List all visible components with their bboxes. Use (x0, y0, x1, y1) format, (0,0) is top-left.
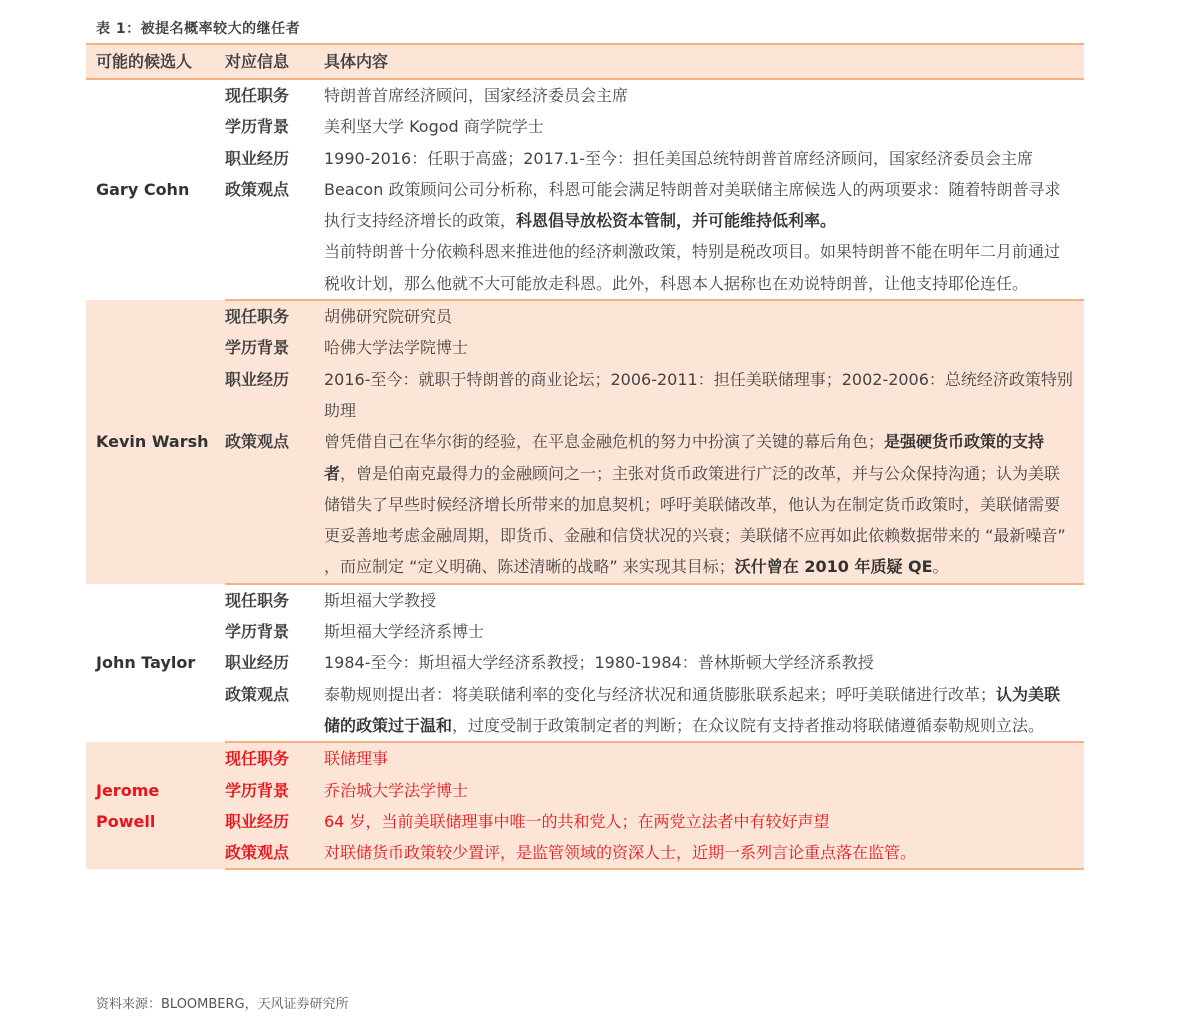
field-label: 职业经历 (225, 653, 290, 673)
field-label: 学历背景 (225, 117, 290, 137)
field-label: 现任职务 (225, 86, 290, 105)
field-value: 对联储货币政策较少置评，是监管领域的资深人士，近期一系列言论重点落在监管。 (324, 837, 1084, 869)
candidate-name-cohn: Gary Cohn (96, 180, 190, 200)
table-row (86, 174, 1084, 300)
policy-text: 当前特朗普十分依赖科恩来推进他的经济刺激政策，特别是税改项目。如果特朗普不能在明年二月前通过税收计划，那么他就不大可能放走科恩。此外，科恩本人据称也在劝说特朗普，让他支持耶伦连任。 (324, 242, 1061, 293)
field-label: 学历背景 (225, 622, 290, 642)
header-candidate: 可能的候选人 (86, 44, 225, 79)
field-value: 美利坚大学 Kogod 商学院学士 (324, 117, 544, 137)
field-label: 政策观点 (225, 837, 324, 869)
header-content: 具体内容 (324, 44, 1084, 79)
table-row (86, 775, 1084, 806)
field-value: 1990-2016：任职于高盛；2017.1-至今：担任美国总统特朗普首席经济顾问，国家经济委员会主席 (324, 148, 1033, 168)
header-field: 对应信息 (225, 44, 324, 79)
policy-view (324, 174, 1084, 300)
policy-text: 曾凭借自己在华尔街的经验，在平息金融危机的努力中扮演了关键的幕后角色； (324, 432, 885, 452)
policy-emphasis: 沃什曾在 2010 年质疑 QE (734, 557, 933, 577)
table-header-row (86, 44, 1084, 79)
field-value: 特朗普首席经济顾问，国家经济委员会主席 (324, 86, 629, 105)
table-caption: 表 1：被提名概率较大的继任者 (96, 21, 301, 37)
field-value: 斯坦福大学教授 (324, 590, 437, 610)
field-label: 政策观点 (225, 174, 324, 300)
table-row (86, 364, 1084, 427)
policy-text: 。 (932, 557, 949, 577)
table-row (86, 300, 1084, 332)
field-value: 哈佛大学法学院博士 (324, 338, 469, 358)
field-label: 政策观点 (225, 679, 324, 743)
policy-emphasis: 是强硬货币政策的支持者 (324, 432, 1045, 483)
field-label: 职业经历 (225, 369, 290, 389)
table-row (86, 332, 1084, 363)
field-value: 乔治城大学法学博士 (324, 780, 469, 800)
policy-text: Beacon 政策顾问公司分析称，科恩可能会满足特朗普对美联储主席候选人的两项要求：随着特朗普寻求执行支持经济增长的政策， (324, 179, 1061, 231)
candidate-name-powell (86, 742, 225, 869)
table-row (86, 584, 1084, 616)
policy-emphasis: 科恩倡导放松资本管制，并可能维持低利率。 (516, 211, 837, 231)
policy-text: ，曾是伯南克最得力的金融顾问之一；主张对货币政策进行广泛的改革，并与公众保持沟通；认为美联储错失了早些时候经济增长所带来的加息契机；呼吁美联储改革，他认为在制定货币政策时，美联储需要更妥善地考虑金融周期，即货币、金融和信贷状况的兴衰；美联储不应再如此依赖数据带来的 “最新噪音” ，而应制定 “定义明确、陈述清晰的战略” 来实现其目标； (324, 463, 1066, 577)
policy-emphasis: 认为美联储的政策过于温和 (324, 684, 1061, 735)
field-label: 现任职务 (225, 749, 290, 769)
policy-text: ，过度受制于政策制定者的判断；在众议院有支持者推动将联储遵循泰勒规则立法。 (452, 715, 1045, 735)
table-row (86, 647, 1084, 678)
successor-table (86, 43, 1084, 870)
table-row (86, 837, 1084, 869)
policy-view (324, 426, 1084, 583)
table-row (86, 616, 1084, 647)
table-row (86, 143, 1084, 174)
candidate-name-taylor: John Taylor (96, 653, 196, 673)
field-value: 胡佛研究院研究员 (324, 307, 453, 327)
table-row (86, 426, 1084, 583)
field-value: 64 岁，当前美联储理事中唯一的共和党人；在两党立法者中有较好声望 (324, 811, 830, 831)
candidate-name-line: Jerome (96, 780, 160, 800)
field-label: 学历背景 (225, 338, 290, 358)
field-label: 职业经历 (225, 148, 290, 168)
field-value: 1984-至今：斯坦福大学经济系教授；1980-1984：普林斯顿大学经济系教授 (324, 653, 874, 673)
table-row (86, 679, 1084, 743)
field-label: 职业经历 (225, 811, 290, 831)
policy-text: 泰勒规则提出者：将美联储利率的变化与经济状况和通货膨胀联系起来；呼吁美联储进行改革； (324, 684, 997, 704)
candidate-name-warsh: Kevin Warsh (96, 432, 209, 452)
field-label: 现任职务 (225, 307, 290, 327)
table-row (86, 111, 1084, 142)
field-value: 2016-至今：就职于特朗普的商业论坛；2006-2011：担任美联储理事；2002-2006：总统经济政策特别助理 (324, 369, 1073, 420)
field-label: 学历背景 (225, 780, 290, 800)
candidate-name-line: Powell (96, 811, 156, 831)
field-value: 斯坦福大学经济系博士 (324, 622, 485, 642)
source-note: 资料来源：BLOOMBERG，天风证券研究所 (96, 997, 349, 1012)
field-label: 政策观点 (225, 426, 324, 583)
table-row (86, 742, 1084, 774)
field-label: 现任职务 (225, 590, 290, 610)
policy-view (324, 679, 1084, 743)
table-row (86, 79, 1084, 111)
table-row (86, 806, 1084, 837)
field-value: 联储理事 (324, 749, 389, 769)
